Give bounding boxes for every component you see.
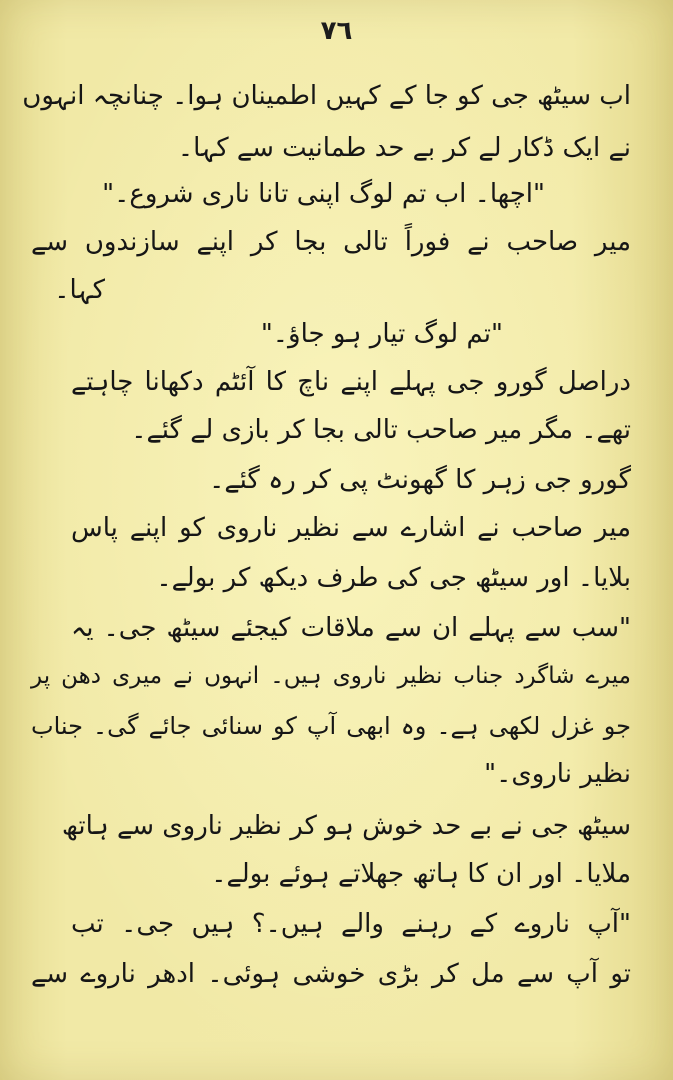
text-line: گورو جی زہر کا گھونٹ پی کر رہ گئے۔ xyxy=(209,465,631,495)
text-line: نے ایک ڈکار لے کر بے حد طمانیت سے کہا۔ xyxy=(177,133,631,163)
text-line: میر صاحب نے اشارے سے نظیر ناروی کو اپنے پاس xyxy=(71,513,631,543)
text-line: ملایا۔ اور ان کا ہاتھ جھلاتے ہوئے بولے۔ xyxy=(211,859,631,889)
text-line: اب سیٹھ جی کو جا کے کہیں اطمینان ہوا۔ چنانچہ انہوں xyxy=(22,81,631,111)
page-number: ٧٦ xyxy=(320,16,353,46)
text-line: "آپ ناروے کے رہنے والے ہیں۔؟ ہیں جی۔ تب xyxy=(71,909,631,939)
text-line: میر صاحب نے فوراً تالی بجا کر اپنے سازندوں سے xyxy=(31,227,631,257)
text-line: "اچھا۔ اب تم لوگ اپنی تانا ناری شروع۔" xyxy=(102,179,545,209)
text-line: "سب سے پہلے ان سے ملاقات کیجئے سیٹھ جی۔ یہ xyxy=(71,613,631,643)
text-line: تھے۔ مگر میر صاحب تالی بجا کر بازی لے گئے۔ xyxy=(131,415,631,445)
text-line: تو آپ سے مل کر بڑی خوشی ہوئی۔ ادھر ناروے سے xyxy=(31,959,631,989)
text-line: جو غزل لکھی ہے۔ وہ ابھی آپ کو سنائی جائے گی۔ جناب xyxy=(31,712,631,740)
text-line: کہا۔ xyxy=(54,275,105,305)
text-line: دراصل گورو جی پہلے اپنے ناچ کا آئٹم دکھانا چاہتے xyxy=(71,367,631,397)
text-line: سیٹھ جی نے بے حد خوش ہو کر نظیر ناروی سے ہاتھ xyxy=(61,811,631,841)
text-line: بلایا۔ اور سیٹھ جی کی طرف دیکھ کر بولے۔ xyxy=(156,563,631,593)
text-line: میرے شاگرد جناب نظیر ناروی ہیں۔ انہوں نے میری دھن پر xyxy=(31,663,631,689)
text-line: نظیر ناروی۔" xyxy=(484,759,631,789)
text-line: "تم لوگ تیار ہو جاؤ۔" xyxy=(260,319,503,349)
